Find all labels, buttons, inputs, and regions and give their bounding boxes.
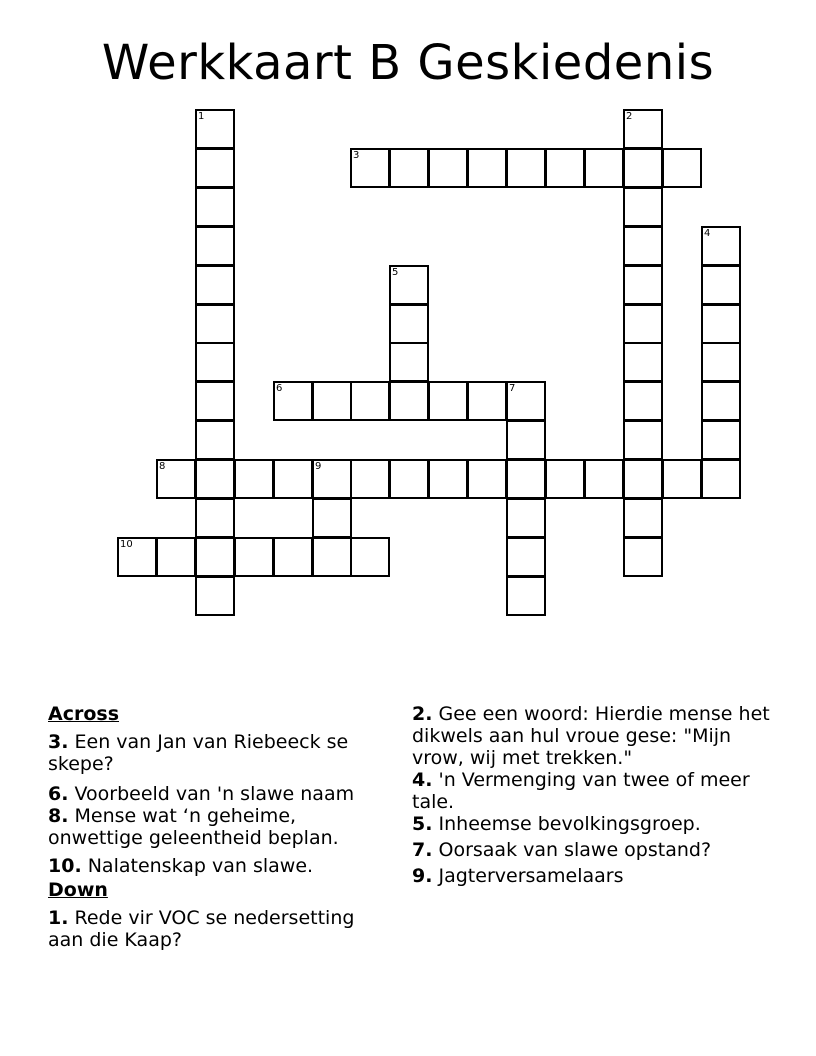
- crossword-cell[interactable]: [389, 381, 429, 421]
- clue-down-9: [412, 865, 772, 887]
- clue-text: Nalatenskap van slawe.: [87, 855, 314, 877]
- crossword-cell[interactable]: [623, 265, 663, 305]
- crossword-cell[interactable]: [623, 226, 663, 266]
- crossword-cell[interactable]: [506, 576, 546, 616]
- clue-down-4: [412, 769, 772, 813]
- clue-number: 10.: [48, 855, 82, 877]
- clue-text: Mense wat ‘n geheime, onwettige geleentheid beplan.: [48, 805, 339, 849]
- clue-text: Voorbeeld van 'n slawe naam: [74, 783, 355, 805]
- crossword-cell[interactable]: [701, 381, 741, 421]
- crossword-cell[interactable]: [234, 537, 274, 577]
- crossword-cell[interactable]: [623, 109, 663, 149]
- crossword-cell[interactable]: [428, 381, 468, 421]
- crossword-cell[interactable]: [506, 148, 546, 188]
- clue-text: Een van Jan van Riebeeck se skepe?: [48, 731, 349, 775]
- crossword-cell[interactable]: [701, 304, 741, 344]
- crossword-cell[interactable]: [312, 381, 352, 421]
- clue-down-1: [48, 907, 393, 951]
- clue-text: Oorsaak van slawe opstand?: [438, 839, 712, 861]
- crossword-cell[interactable]: [623, 498, 663, 538]
- crossword-cell[interactable]: [623, 304, 663, 344]
- across-heading: Across: [48, 703, 120, 725]
- clue-across-3: [48, 731, 393, 775]
- crossword-cell[interactable]: [623, 187, 663, 227]
- crossword-cell[interactable]: [389, 304, 429, 344]
- cell-number: 2: [626, 111, 633, 122]
- crossword-cell[interactable]: [195, 459, 235, 499]
- crossword-cell[interactable]: [156, 459, 196, 499]
- crossword-cell[interactable]: [195, 576, 235, 616]
- clue-number: 9.: [412, 865, 433, 887]
- clue-number: 5.: [412, 813, 433, 835]
- crossword-cell[interactable]: [234, 459, 274, 499]
- crossword-cell[interactable]: [506, 498, 546, 538]
- crossword-cell[interactable]: [701, 459, 741, 499]
- crossword-cell[interactable]: [623, 381, 663, 421]
- worksheet-title: Werkkaart B Geskiedenis: [101, 35, 715, 91]
- cell-number: 6: [276, 383, 283, 394]
- crossword-cell[interactable]: [195, 342, 235, 382]
- crossword-cell[interactable]: [506, 537, 546, 577]
- cell-number: 9: [315, 461, 322, 472]
- cell-number: 5: [392, 267, 399, 278]
- crossword-cell[interactable]: [506, 459, 546, 499]
- crossword-cell[interactable]: [389, 148, 429, 188]
- crossword-cell[interactable]: [350, 537, 390, 577]
- crossword-cell[interactable]: [701, 226, 741, 266]
- clue-text: Gee een woord: Hierdie mense het dikwels aan hul vroue gese: "Mijn vrow, wij met trekken.": [412, 703, 770, 769]
- crossword-cell[interactable]: [195, 109, 235, 149]
- clue-across-8: [48, 805, 393, 849]
- crossword-cell[interactable]: [623, 537, 663, 577]
- crossword-cell[interactable]: [506, 420, 546, 460]
- cell-number: 1: [198, 111, 205, 122]
- cell-number: 8: [159, 461, 166, 472]
- clue-text: Rede vir VOC se nedersetting aan die Kaap?: [48, 907, 355, 951]
- crossword-cell[interactable]: [389, 342, 429, 382]
- clue-text: Jagterversamelaars: [438, 865, 624, 887]
- clues-left-column: [48, 703, 393, 957]
- crossword-cell[interactable]: [195, 420, 235, 460]
- crossword-cell[interactable]: [195, 381, 235, 421]
- crossword-cell[interactable]: [662, 148, 702, 188]
- clue-down-7: [412, 839, 772, 861]
- cell-number: 7: [509, 383, 516, 394]
- crossword-cell[interactable]: [312, 537, 352, 577]
- clue-number: 8.: [48, 805, 69, 827]
- crossword-cell[interactable]: [350, 459, 390, 499]
- crossword-cell[interactable]: [389, 459, 429, 499]
- clue-down-2: [412, 703, 772, 769]
- clue-number: 6.: [48, 783, 69, 805]
- clue-number: 2.: [412, 703, 433, 725]
- clue-number: 1.: [48, 907, 69, 929]
- crossword-cell[interactable]: [195, 226, 235, 266]
- clue-number: 4.: [412, 769, 433, 791]
- crossword-cell[interactable]: [195, 537, 235, 577]
- cell-number: 4: [704, 228, 711, 239]
- crossword-cell[interactable]: [117, 537, 157, 577]
- crossword-cell[interactable]: [623, 459, 663, 499]
- crossword-cell[interactable]: [467, 148, 507, 188]
- clues-right-column: [412, 703, 772, 887]
- crossword-cell[interactable]: [623, 420, 663, 460]
- crossword-cell[interactable]: [195, 304, 235, 344]
- crossword-cell[interactable]: [350, 148, 390, 188]
- crossword-cell[interactable]: [195, 187, 235, 227]
- crossword-cell[interactable]: [195, 148, 235, 188]
- crossword-cell[interactable]: [623, 342, 663, 382]
- crossword-cell[interactable]: [312, 498, 352, 538]
- crossword-cell[interactable]: [584, 148, 624, 188]
- crossword-cell[interactable]: [389, 265, 429, 305]
- crossword-cell[interactable]: [350, 381, 390, 421]
- crossword-cell[interactable]: [545, 148, 585, 188]
- crossword-cell[interactable]: [467, 459, 507, 499]
- down-heading: Down: [48, 879, 108, 901]
- crossword-cell[interactable]: [156, 537, 196, 577]
- crossword-cell[interactable]: [701, 342, 741, 382]
- crossword-cell[interactable]: [312, 459, 352, 499]
- crossword-cell[interactable]: [701, 265, 741, 305]
- crossword-cell[interactable]: [584, 459, 624, 499]
- clue-number: 3.: [48, 731, 69, 753]
- cell-number: 10: [120, 539, 133, 550]
- clue-across-10: [48, 855, 393, 877]
- clue-down-5: [412, 813, 772, 835]
- clue-text: Inheemse bevolkingsgroep.: [438, 813, 701, 835]
- crossword-cell[interactable]: [467, 381, 507, 421]
- crossword-cell[interactable]: [273, 381, 313, 421]
- clue-text: 'n Vermenging van twee of meer tale.: [412, 769, 750, 813]
- crossword-cell[interactable]: [623, 148, 663, 188]
- crossword-cell[interactable]: [545, 459, 585, 499]
- clue-number: 7.: [412, 839, 433, 861]
- crossword-cell[interactable]: [662, 459, 702, 499]
- crossword-cell[interactable]: [195, 265, 235, 305]
- crossword-cell[interactable]: [273, 459, 313, 499]
- crossword-cell[interactable]: [428, 459, 468, 499]
- crossword-cell[interactable]: [195, 498, 235, 538]
- cell-number: 3: [353, 150, 360, 161]
- clue-across-6: [48, 783, 393, 805]
- crossword-cell[interactable]: [428, 148, 468, 188]
- crossword-cell[interactable]: [273, 537, 313, 577]
- crossword-cell[interactable]: [701, 420, 741, 460]
- crossword-cell[interactable]: [506, 381, 546, 421]
